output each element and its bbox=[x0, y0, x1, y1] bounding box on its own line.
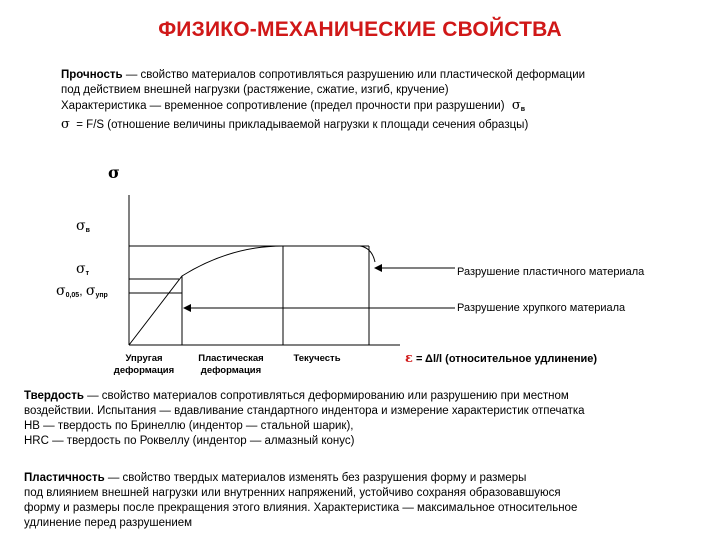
strength-definition-1: — свойство материалов сопротивляться разрушению или пластической деформации bbox=[122, 69, 586, 81]
sigma-b-subscript: в bbox=[520, 106, 526, 113]
plasticity-section bbox=[24, 471, 577, 531]
y-axis-label: σ bbox=[108, 163, 120, 182]
sigma-b-symbol: σ bbox=[507, 98, 521, 113]
plasticity-definition-1: — свойство твердых материалов изменять без разрушения форму и размеры bbox=[104, 472, 527, 484]
hardness-definition-1: — свойство материалов сопротивляться деформированию или разрушению при местном bbox=[83, 390, 569, 402]
zone-flow: Текучесть bbox=[293, 353, 341, 364]
hardness-brinell: НВ — твердость по Бринеллю (индентор — стальной шарик), bbox=[24, 420, 354, 432]
annotation-brittle-fracture: Разрушение хрупкого материала bbox=[457, 302, 626, 314]
hardness-term: Твердость bbox=[24, 390, 84, 402]
annotation-plastic-fracture: Разрушение пластичного материала bbox=[457, 266, 645, 278]
hardness-section bbox=[24, 389, 585, 449]
strength-characteristic: Характеристика — временное сопротивление (предел прочности при разрушении) bbox=[61, 100, 505, 112]
strength-term: Прочность bbox=[61, 69, 123, 81]
elastic-limit-label: $\sigma_{0,05}$, $\sigma_{упр}$ bbox=[56, 283, 108, 299]
plasticity-definition-2: под влиянием внешней нагрузки или внутренних напряжений, устойчиво сохраняя образовавшуюся bbox=[24, 487, 561, 499]
formula-sigma: σ bbox=[61, 117, 70, 132]
page-title: ФИЗИКО-МЕХАНИЧЕСКИЕ СВОЙСТВА bbox=[158, 18, 562, 41]
strength-definition-2: под действием внешней нагрузки (растяжение, сжатие, изгиб, кручение) bbox=[61, 84, 449, 96]
plasticity-definition-3: форму и размеры после прекращения этого влияния. Характеристика — максимальное относительное bbox=[24, 502, 578, 514]
stress-strain-curve bbox=[129, 246, 375, 345]
zone-elastic: Упругая деформация bbox=[113, 353, 175, 376]
formula-text: = F/S (отношение величины прикладываемой нагрузки к площади сечения образцы) bbox=[76, 119, 529, 131]
plasticity-term: Пластичность bbox=[24, 472, 105, 484]
sigma-b-label: $\sigma_в$ bbox=[76, 218, 90, 234]
plasticity-definition-4: удлинение перед разрушением bbox=[24, 517, 193, 529]
x-axis-label: ε = Δl/l (относительное удлинение) bbox=[405, 351, 598, 366]
hardness-rockwell: HRC — твердость по Роквеллу (индентор — алмазный конус) bbox=[24, 435, 355, 447]
hardness-definition-2: воздействии. Испытания — вдавливание стандартного индентора и измерение характеристик отпечатка bbox=[24, 405, 585, 417]
sigma-t-label: $\sigma_т$ bbox=[76, 261, 89, 277]
zone-plastic: Пластическая деформация bbox=[198, 353, 264, 376]
